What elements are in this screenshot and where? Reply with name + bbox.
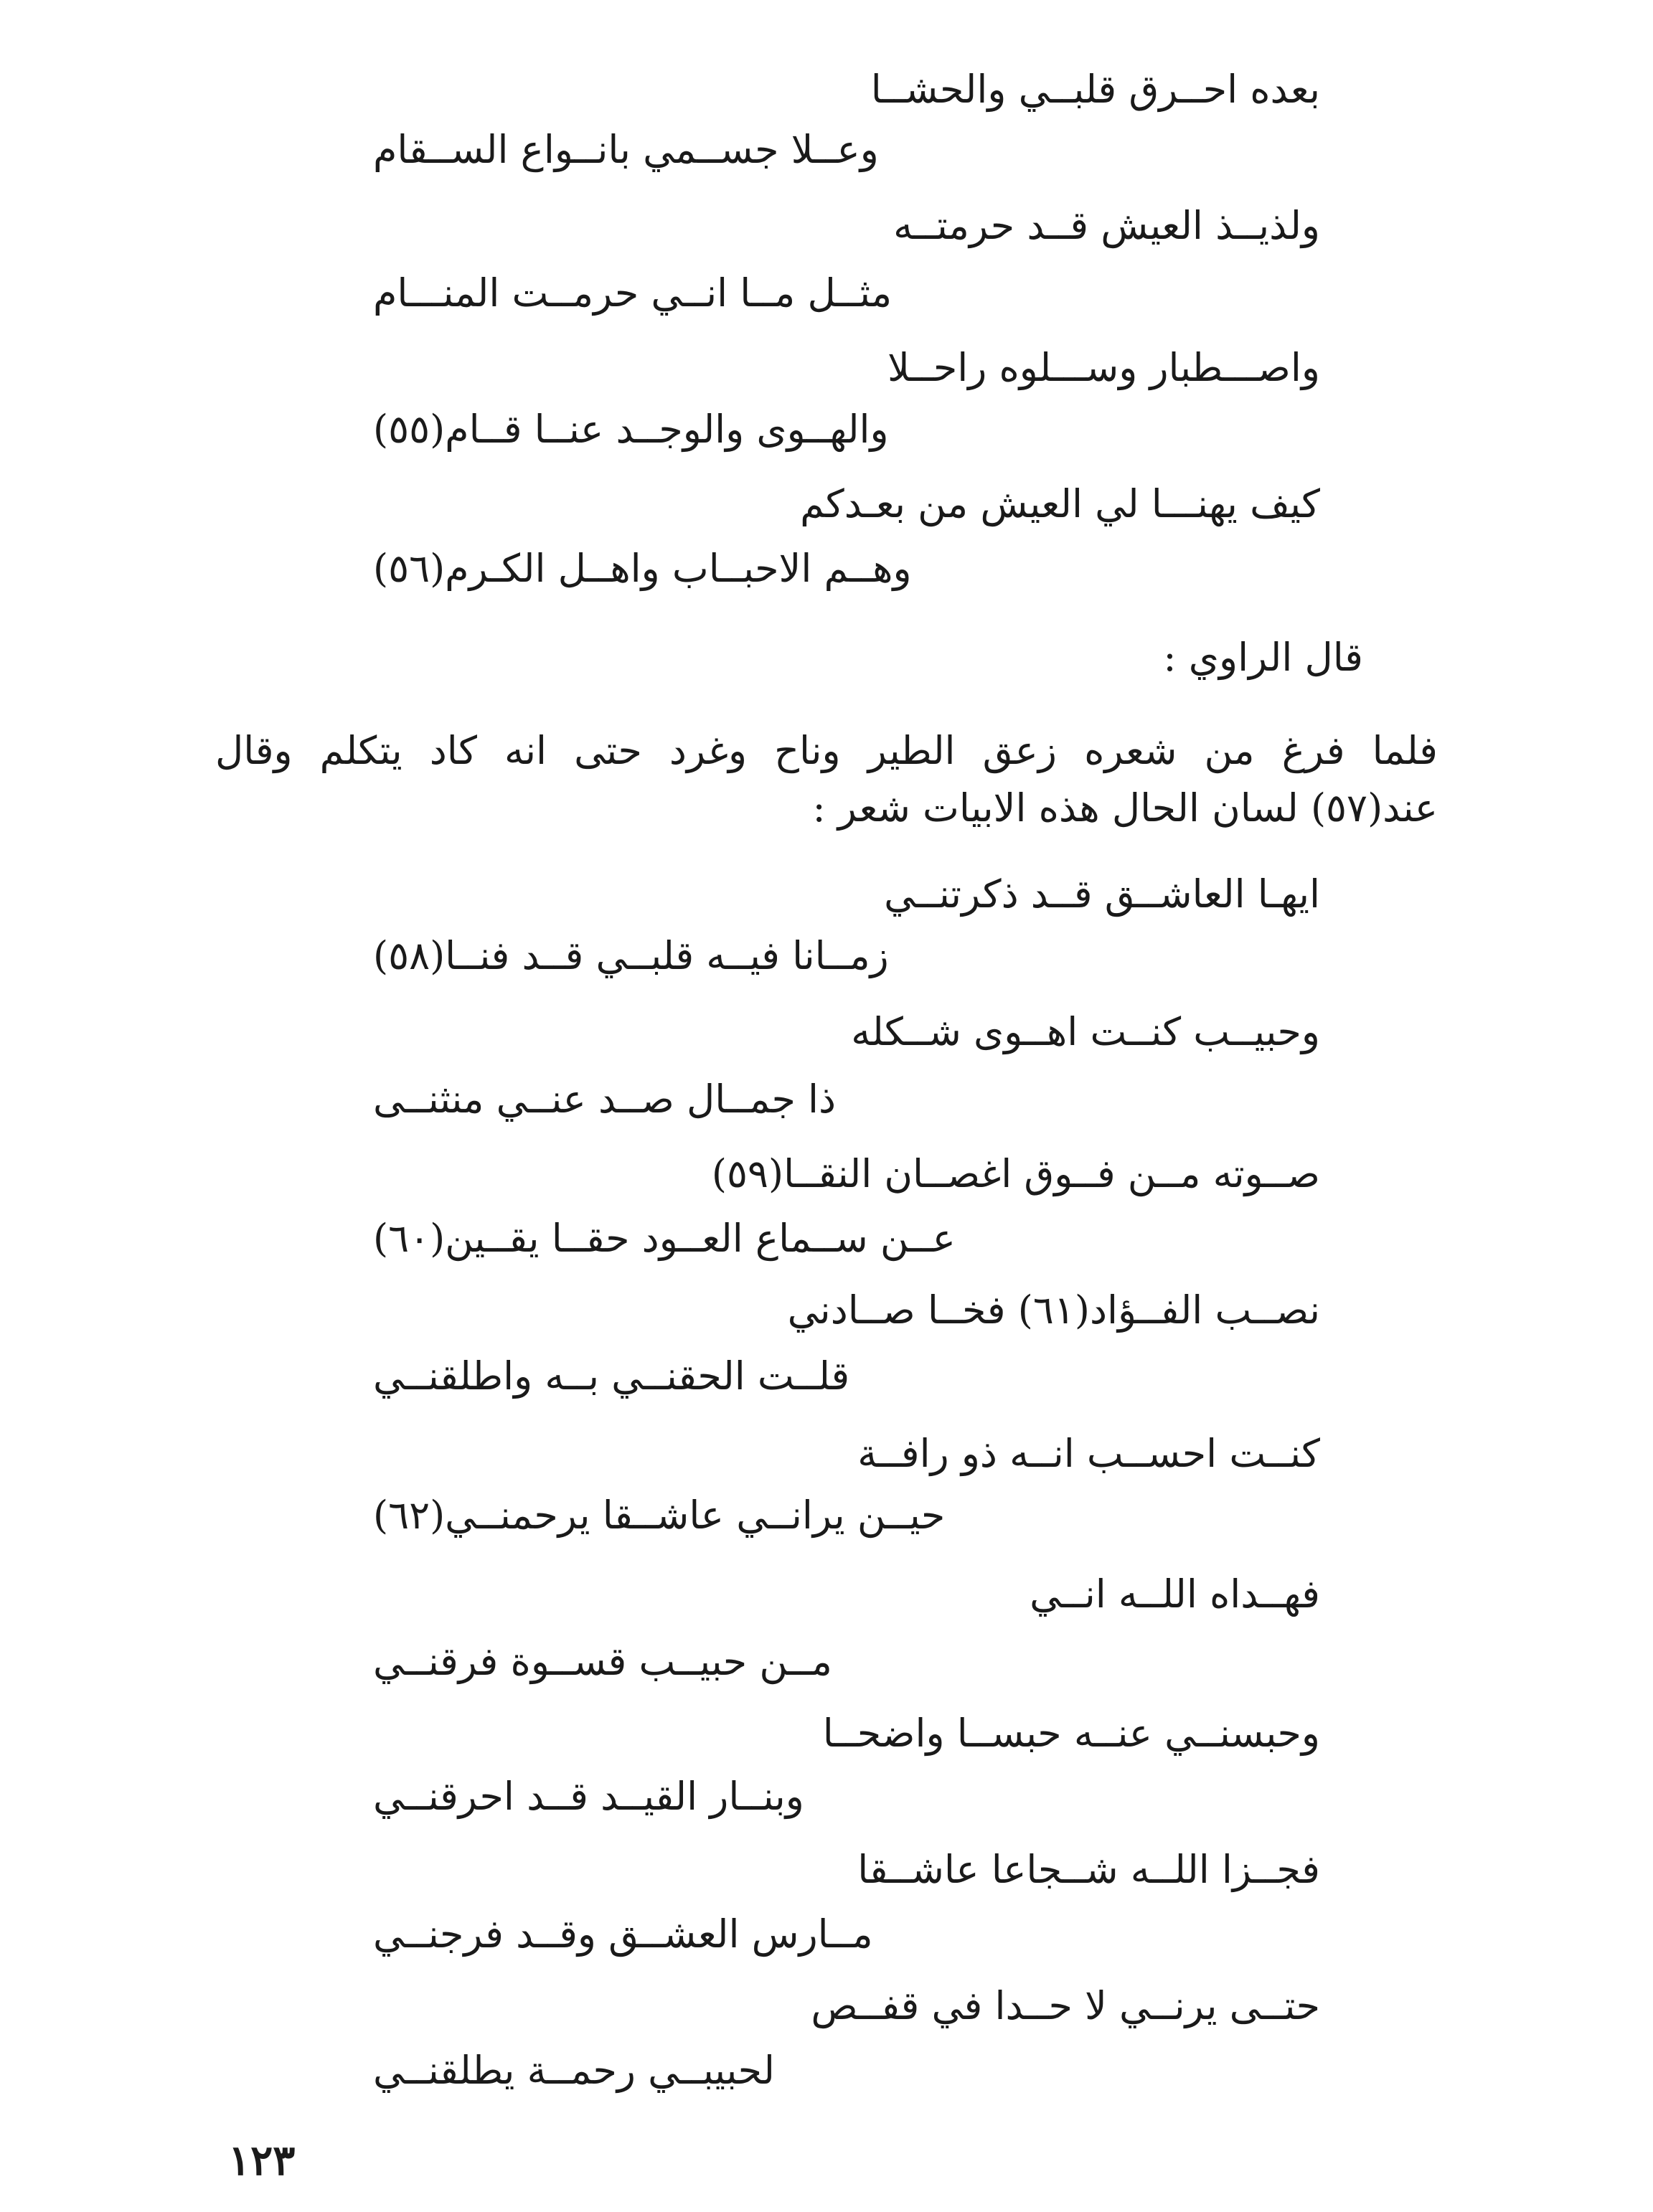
prose-line-2: عند(٥٧) لسان الحال هذه الابيات شعر : xyxy=(812,785,1438,831)
verse-10b: مــن حبيــب قســوة فرقنــي xyxy=(373,1639,832,1684)
verse-12b: مــارس العشــق وقــد فرجنــي xyxy=(373,1911,873,1957)
verse-5a: ايهـا العاشــق قــد ذكرتنــي xyxy=(884,871,1320,917)
verse-3b: والهــوى والوجــد عنــا قــام(٥٥) xyxy=(373,407,889,452)
prose-line-1: فلما فرغ من شعره زعق الطير وناح وغرد حتى انه كاد يتكلم وقال xyxy=(215,728,1438,773)
verse-10a: فهــداه اللــه انــي xyxy=(1030,1571,1320,1617)
verse-6b: ذا جمــال صــد عنــي منثنــى xyxy=(373,1077,837,1122)
verse-8a: نصــب الفــؤاد(٦١) فخــا صــادني xyxy=(787,1287,1320,1333)
verse-2a: ولذيــذ العيش قــد حرمتــه xyxy=(893,203,1320,248)
verse-8b: قلــت الحقنــي بــه واطلقنــي xyxy=(373,1353,850,1399)
verse-3a: واصـــطبار وســـلوه راحــلا xyxy=(887,345,1320,390)
verse-5b: زمــانا فيــه قلبــي قــد فنــا(٥٨) xyxy=(373,933,889,978)
verse-1a: بعده احــرق قلبــي والحشــا xyxy=(870,67,1320,112)
verse-2b: مثــل مــا انــي حرمــت المنـــام xyxy=(373,270,893,316)
verse-11b: وبنــار القيــد قــد احرقنــي xyxy=(373,1774,804,1819)
verse-9b: حيــن يرانــي عاشــقا يرحمنــي(٦٢) xyxy=(373,1493,946,1538)
narrator-heading: قال الراوي : xyxy=(1163,635,1363,680)
verse-13b: لحبيبــي رحمــة يطلقنــي xyxy=(373,2048,775,2093)
verse-4b: وهــم الاحبــاب واهــل الكـرم(٥٦) xyxy=(373,546,912,591)
page-number: ١٢٣ xyxy=(228,2136,296,2185)
verse-7a: صــوته مــن فــوق اغصــان النقــا(٥٩) xyxy=(711,1151,1320,1196)
verse-12a: فجــزا اللــه شــجاعا عاشــقا xyxy=(857,1847,1320,1892)
verse-11a: وحبسنــي عنــه حبســا واضحــا xyxy=(822,1711,1320,1756)
verse-1b: وعــلا جســمي بانــواع الســقام xyxy=(373,127,879,172)
verse-6a: وحبيــب كنــت اهــوى شــكله xyxy=(851,1009,1320,1054)
verse-13a: حتــى يرنــي لا حــدا في قفــص xyxy=(811,1983,1320,2028)
verse-9a: كنــت احســب انــه ذو رافــة xyxy=(857,1431,1320,1476)
verse-7b: عــن ســماع العــود حقــا يقــين(٦٠) xyxy=(373,1216,956,1261)
verse-4a: كيف يهنـــا لي العيش من بعـدكم xyxy=(800,481,1320,526)
